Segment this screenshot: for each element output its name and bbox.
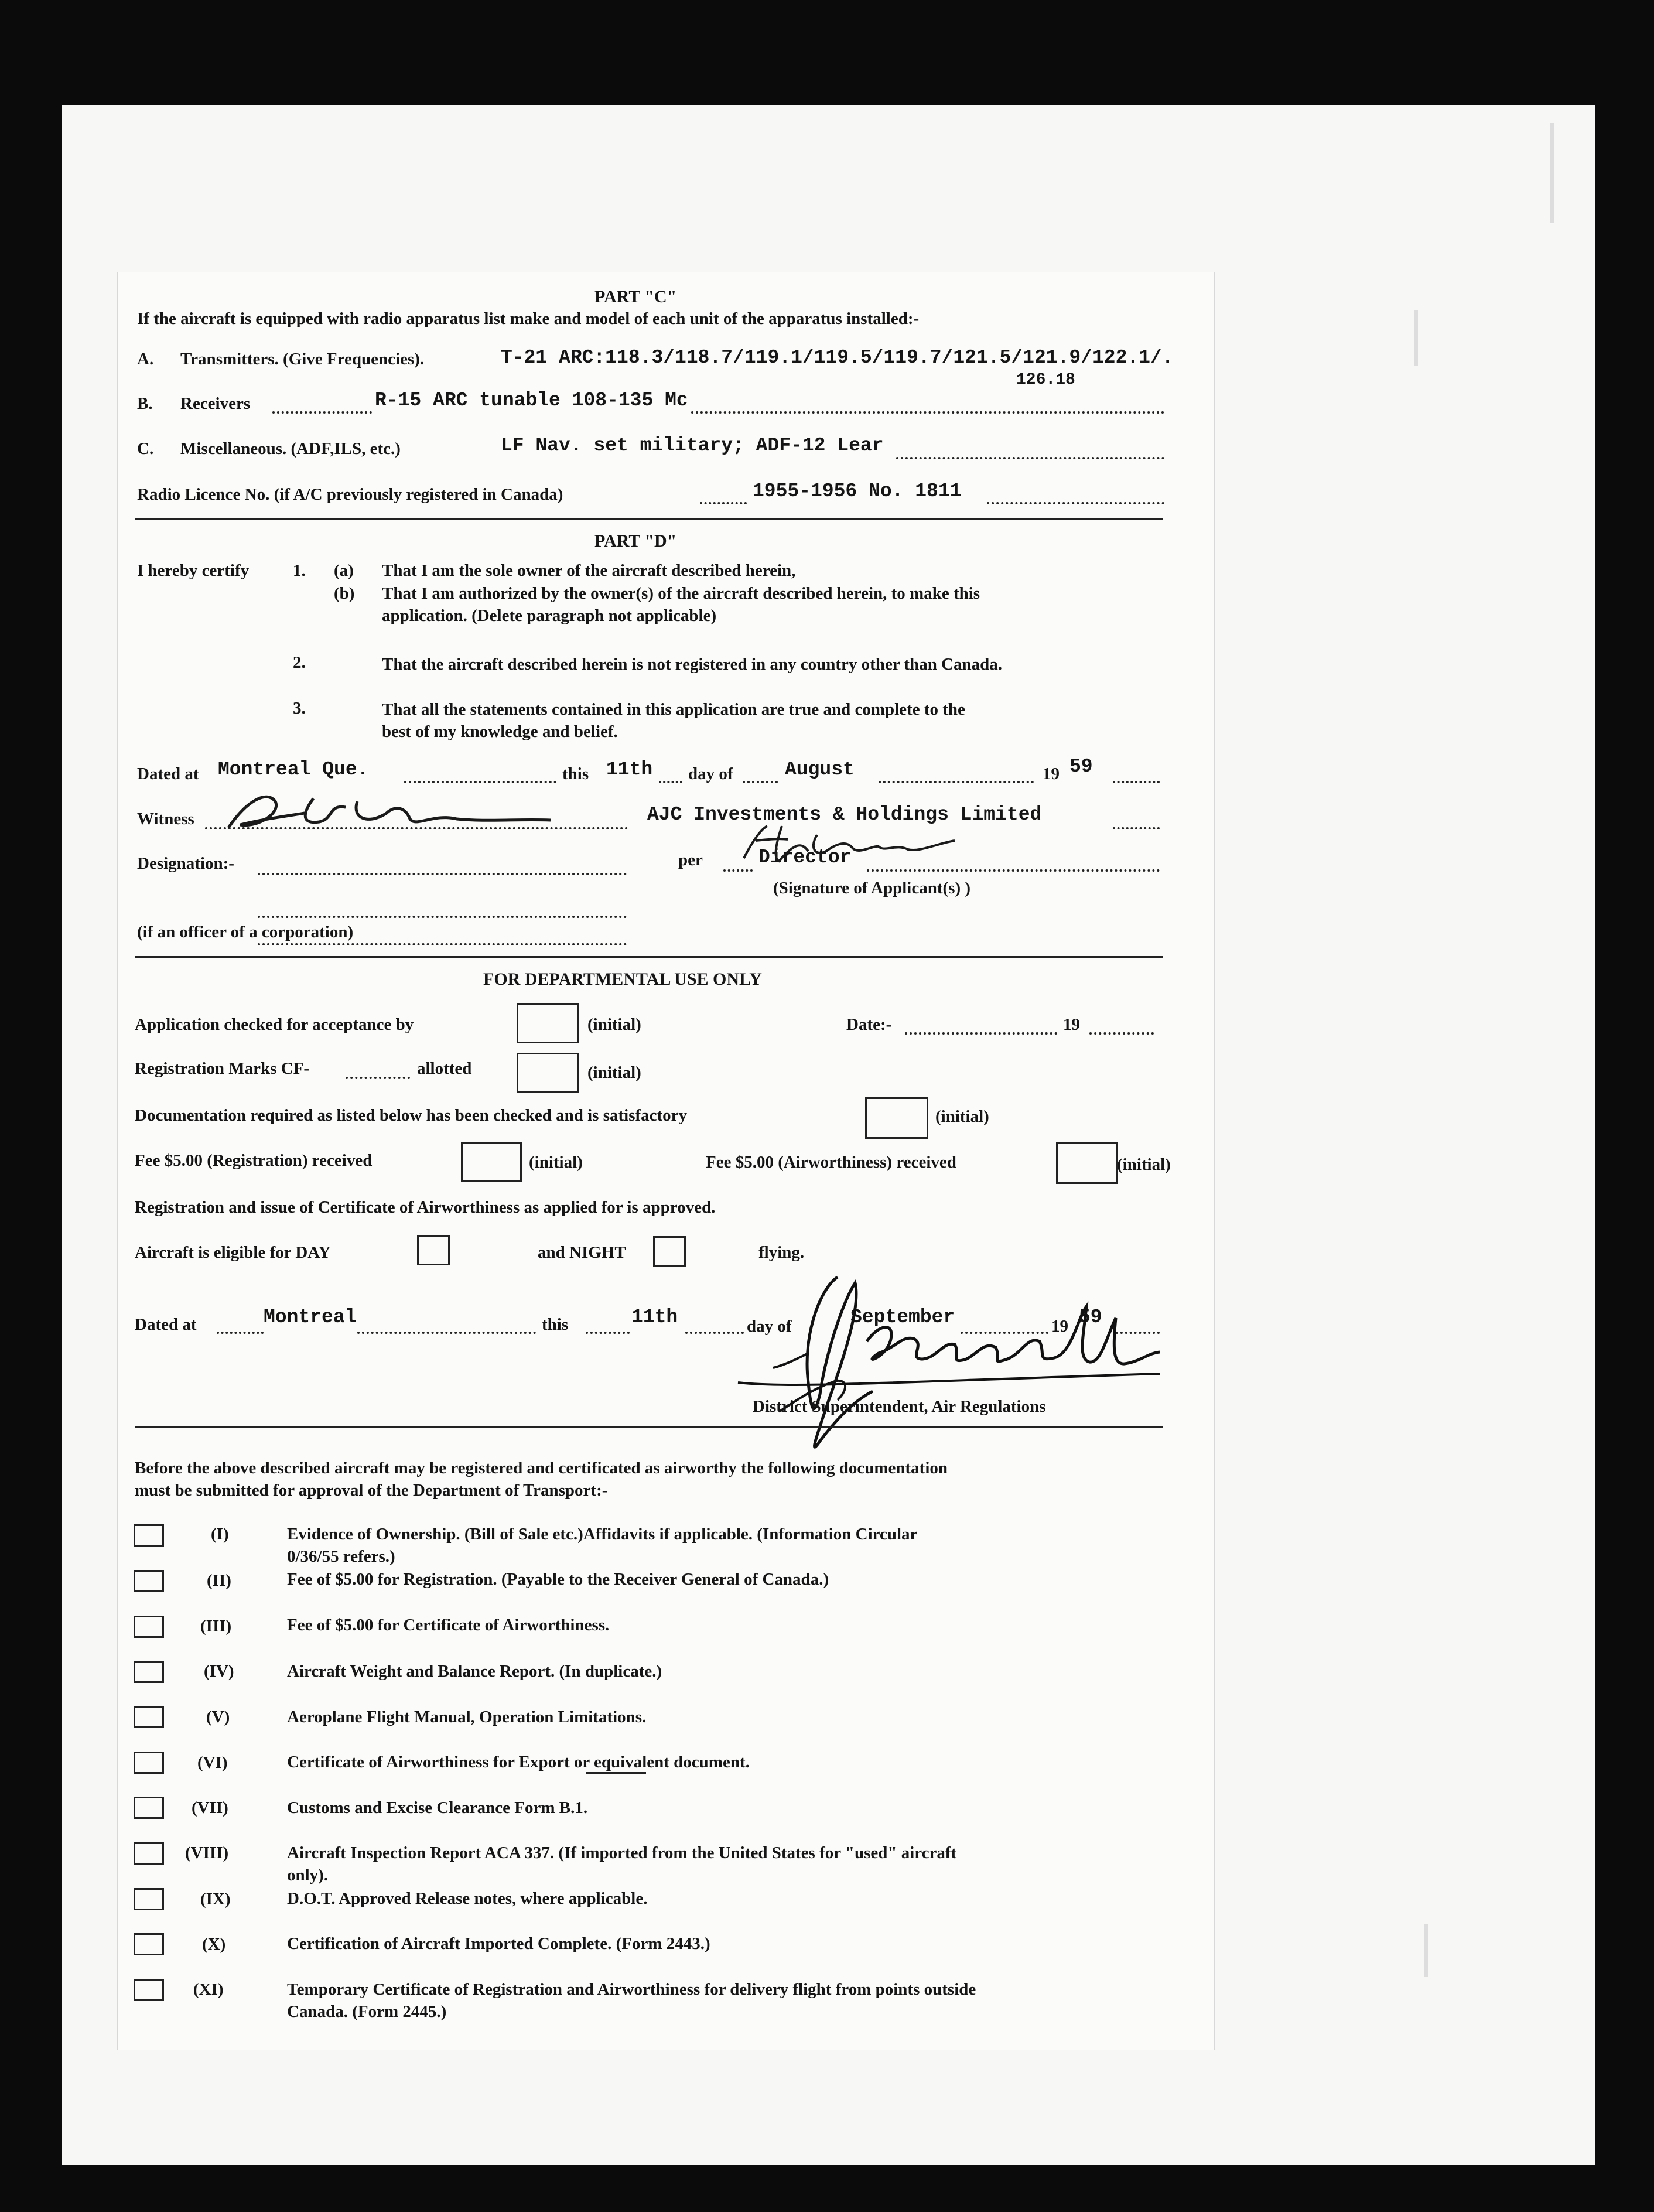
fee-reg-initial-label: (initial) (529, 1153, 583, 1172)
dept-month-value: September (850, 1306, 955, 1328)
doc-item-text-cont: Canada. (Form 2445.) (287, 2002, 447, 2021)
doc-item-text: Temporary Certificate of Registration and Airworthiness for delivery flight from points outside (287, 1980, 976, 1999)
licence-line (987, 502, 1164, 504)
documentation-intro-line2: must be submitted for approval of the Department of Transport:- (135, 1481, 608, 1500)
clause-3-text-line1: That all the statements contained in this application are true and complete to the (382, 700, 965, 719)
doc-item-number: (VIII) (185, 1844, 229, 1862)
doc-checkbox[interactable] (134, 1933, 164, 1955)
dept-place-line (357, 1332, 536, 1334)
part-d-heading: PART "D" (594, 531, 677, 551)
receivers-line (691, 411, 1164, 414)
eligible-label: Aircraft is eligible for DAY (135, 1243, 331, 1262)
clause-1b-text-line1: That I am authorized by the owner(s) of the aircraft described herein, to make this (382, 584, 980, 603)
doc-item-text: Fee of $5.00 for Registration. (Payable to the Receiver General of Canada.) (287, 1570, 829, 1589)
fee-reg-box (461, 1142, 522, 1182)
misc-label: Miscellaneous. (ADF,ILS, etc.) (180, 439, 401, 458)
transmitters-value: T-21 ARC:118.3/118.7/119.1/119.5/119.7/121.5/121.9/122.1/. (501, 347, 1174, 368)
night-box (653, 1236, 686, 1267)
dept-year-prefix: 19 (1051, 1317, 1068, 1336)
docs-label: Documentation required as listed below has been checked and is satisfactory (135, 1106, 688, 1125)
doc-item-text: Aircraft Inspection Report ACA 337. (If imported from the United States for "used" aircraft (287, 1844, 957, 1862)
signature-caption: (Signature of Applicant(s) ) (773, 879, 971, 897)
row-c-letter: C. (137, 439, 154, 458)
fee-reg-label: Fee $5.00 (Registration) received (135, 1151, 373, 1170)
edge-mark (1424, 1924, 1428, 1977)
dept-dated-at-label: Dated at (135, 1315, 197, 1334)
documentation-intro-line1: Before the above described aircraft may be registered and certificated as airworthy the following documentation (135, 1459, 948, 1477)
doc-item-text: Fee of $5.00 for Certificate of Airworthiness. (287, 1616, 610, 1634)
designation-line-2 (258, 916, 627, 918)
doc-checkbox[interactable] (134, 1797, 164, 1819)
clause-1b-marker: (b) (334, 584, 355, 603)
certify-label: I hereby certify (137, 561, 250, 580)
flying-label: flying. (758, 1243, 805, 1262)
month-value: August (785, 759, 855, 780)
edge-mark (1414, 310, 1418, 366)
reg-marks-line (346, 1077, 410, 1079)
clause-2-text: That the aircraft described herein is not registered in any country other than Canada. (382, 655, 1003, 674)
doc-checkbox[interactable] (134, 1524, 164, 1547)
doc-item-text: Certification of Aircraft Imported Complete. (Form 2443.) (287, 1934, 710, 1953)
year-line (1113, 781, 1160, 783)
month-line (879, 781, 1034, 783)
divider (135, 518, 1163, 520)
receivers-value: R-15 ARC tunable 108-135 Mc (375, 390, 688, 411)
day-of-label: day of (688, 764, 733, 783)
doc-item-number: (V) (206, 1708, 230, 1726)
misc-line (896, 457, 1164, 459)
clause-3-number: 3. (293, 699, 306, 718)
edge-mark (1550, 123, 1554, 223)
doc-checkbox[interactable] (134, 1706, 164, 1728)
transmitters-label: Transmitters. (Give Frequencies). (180, 350, 425, 368)
doc-item-number: (IV) (204, 1662, 234, 1681)
fee-air-box (1056, 1142, 1118, 1184)
and-night-label: and NIGHT (538, 1243, 626, 1262)
year-prefix: 19 (1043, 764, 1060, 783)
superintendent-signature (703, 1265, 1166, 1465)
month-leader (743, 781, 778, 783)
fee-air-label: Fee $5.00 (Airworthiness) received (706, 1153, 956, 1172)
doc-checkbox[interactable] (134, 1661, 164, 1683)
doc-item-number: (X) (202, 1935, 226, 1954)
witness-signature (211, 778, 562, 837)
doc-item-number: (XI) (193, 1980, 224, 1999)
dept-place-leader (217, 1332, 264, 1334)
doc-item-number: (I) (211, 1525, 229, 1544)
applicant-signature (720, 817, 966, 870)
reg-initial-box (517, 1053, 579, 1093)
licence-leader (700, 502, 747, 504)
applicant-name: AJC Investments & Holdings Limited (647, 804, 1042, 825)
clause-1-number: 1. (293, 561, 306, 580)
doc-item-text: Customs and Excise Clearance Form B.1. (287, 1798, 588, 1817)
export-underline (586, 1772, 646, 1774)
divider (135, 956, 1163, 958)
doc-item-number: (IX) (200, 1890, 231, 1909)
doc-item-number: (VI) (197, 1753, 228, 1772)
misc-value: LF Nav. set military; ADF-12 Lear (501, 435, 884, 456)
clause-1a-text: That I am the sole owner of the aircraft described herein, (382, 561, 796, 580)
doc-checkbox[interactable] (134, 1616, 164, 1638)
doc-checkbox[interactable] (134, 1842, 164, 1865)
reg-marks-label: Registration Marks CF- (135, 1059, 310, 1078)
dept-this-label: this (542, 1315, 569, 1334)
doc-checkbox[interactable] (134, 1752, 164, 1774)
date-year-prefix: 19 (1063, 1015, 1080, 1034)
reg-initial-label: (initial) (587, 1063, 641, 1082)
allotted-label: allotted (417, 1059, 472, 1078)
witness-label: Witness (137, 810, 194, 828)
doc-item-text-cont: only). (287, 1866, 329, 1885)
date-line (905, 1032, 1057, 1035)
dept-day-value: 11th (631, 1306, 678, 1328)
date-label: Date:- (846, 1015, 892, 1034)
row-b-letter: B. (137, 394, 153, 413)
dated-at-label: Dated at (137, 764, 199, 783)
date-year-line (1089, 1032, 1154, 1035)
per-title: Director (758, 846, 852, 868)
docs-initial-label: (initial) (935, 1107, 989, 1126)
doc-item-text: D.O.T. Approved Release notes, where applicable. (287, 1889, 648, 1908)
officer-note: (if an officer of a corporation) (137, 923, 354, 941)
receivers-label: Receivers (180, 394, 251, 413)
doc-item-text: Evidence of Ownership. (Bill of Sale etc.)Affidavits if applicable. (Information Circular (287, 1525, 918, 1544)
dept-year-value: 59 (1079, 1306, 1102, 1328)
doc-item-number: (III) (200, 1617, 232, 1636)
checked-label: Application checked for acceptance by (135, 1015, 414, 1034)
divider (135, 1426, 1163, 1428)
part-c-heading: PART "C" (594, 287, 677, 306)
year-value: 59 (1069, 756, 1093, 777)
docs-initial-box (865, 1097, 928, 1139)
checked-initial-box (517, 1003, 579, 1043)
dept-heading: FOR DEPARTMENTAL USE ONLY (483, 970, 762, 989)
doc-checkbox[interactable] (134, 1979, 164, 2001)
dated-place-value: Montreal Que. (218, 759, 369, 780)
doc-item-text-cont: 0/36/55 refers.) (287, 1547, 395, 1566)
clause-2-number: 2. (293, 653, 306, 672)
radio-licence-value: 1955-1956 No. 1811 (753, 480, 962, 502)
superintendent-label: District Superintendent, Air Regulations (753, 1397, 1046, 1416)
day-line (659, 781, 682, 783)
doc-item-text: Certificate of Airworthiness for Export or equivalent document. (287, 1753, 750, 1771)
applicant-line (1113, 827, 1160, 830)
doc-item-number: (II) (207, 1571, 231, 1590)
clause-3-text-line2: best of my knowledge and belief. (382, 722, 618, 741)
part-c-intro: If the aircraft is equipped with radio apparatus list make and model of each unit of the apparatus installed:- (137, 309, 920, 328)
officer-line (258, 943, 627, 945)
per-label: per (678, 851, 703, 869)
dept-day-leader (586, 1332, 630, 1334)
dept-dated-place-value: Montreal (264, 1306, 357, 1328)
transmitters-value-continued: 126.18 (1016, 371, 1075, 389)
fee-air-initial-label: (initial) (1117, 1155, 1171, 1174)
dept-day-of-label: day of (747, 1317, 792, 1336)
row-a-letter: A. (137, 350, 154, 368)
clause-1b-text-line2: application. (Delete paragraph not applicable) (382, 606, 717, 625)
day-value: 11th (606, 759, 653, 780)
doc-checkbox[interactable] (134, 1888, 164, 1910)
checked-initial-label: (initial) (587, 1015, 641, 1034)
receivers-leader (272, 411, 372, 414)
radio-licence-label: Radio Licence No. (if A/C previously registered in Canada) (137, 485, 563, 504)
day-box (417, 1235, 450, 1265)
designation-line (258, 873, 627, 875)
doc-item-text: Aeroplane Flight Manual, Operation Limitations. (287, 1708, 647, 1726)
clause-1a-marker: (a) (334, 561, 354, 580)
designation-label: Designation:- (137, 854, 234, 873)
doc-checkbox[interactable] (134, 1570, 164, 1592)
reg-issue-label: Registration and issue of Certificate of Airworthiness as applied for is approved. (135, 1198, 716, 1217)
doc-item-text: Aircraft Weight and Balance Report. (In duplicate.) (287, 1662, 662, 1681)
doc-item-number: (VII) (192, 1798, 228, 1817)
this-label: this (562, 764, 589, 783)
